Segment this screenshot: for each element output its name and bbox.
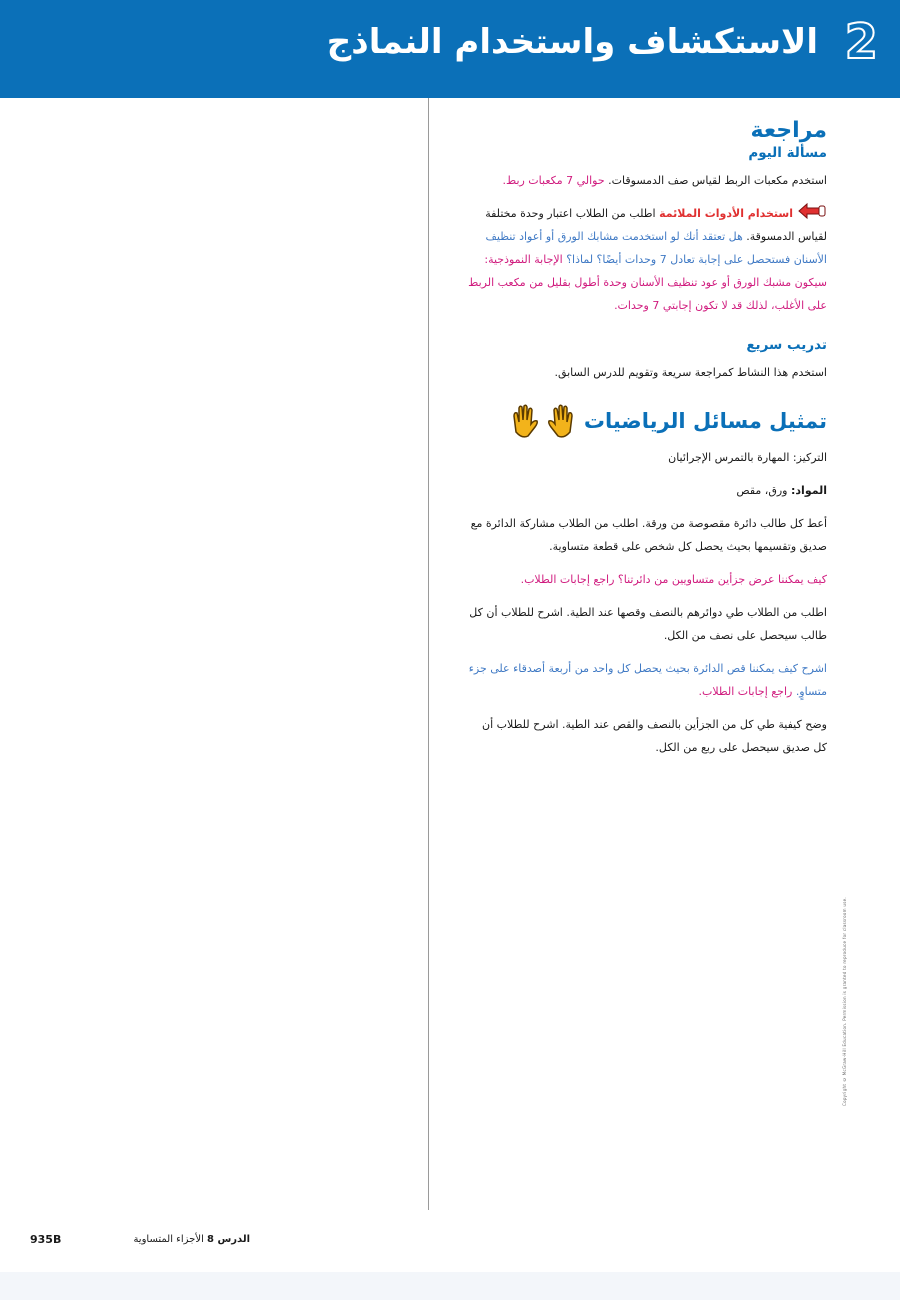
review-heading: مراجعة bbox=[750, 118, 827, 143]
copyright-side-note: Copyright © McGraw-Hill Education. Permission is granted to reproduce for classroom use. bbox=[842, 897, 847, 1106]
quick-practice-text: استخدم هذا النشاط كمراجعة سريعة وتقويم للدرس السابق. bbox=[554, 366, 827, 379]
model-math-heading: تمثيل مسائل الرياضيات bbox=[583, 409, 827, 433]
model-math-para-1: أعط كل طالب دائرة مقصوصة من ورقة. اطلب من الطلاب مشاركة الدائرة مع صديق وتقسيمها بحيث يحصل كل شخص على قطعة متساوية. bbox=[470, 517, 827, 553]
tools-text: اطلب من الطلاب اعتبار وحدة مختلفة لقياس الدمسوقة. bbox=[485, 207, 827, 243]
model-math-para-3: وضح كيفية طي كل من الجزأين بالنصف والقص عند الطية. اشرح للطلاب أن كل صديق سيحصل على ربع من الكل. bbox=[482, 718, 827, 754]
page-number: 935B bbox=[30, 1233, 62, 1246]
model-math-question-2-line bbox=[465, 657, 827, 703]
model-math-heading-row bbox=[465, 402, 827, 440]
tools-answer: الإجابة النموذجية: سيكون مشبك الورق أو عود تنظيف الأسنان وحدة أطول بقليل من مكعب الربط على الأغلب، لذلك قد لا تكون إجابتي 7 وحدات. bbox=[468, 253, 827, 312]
right-column bbox=[465, 118, 827, 759]
problem-text: استخدم مكعبات الربط لقياس صف الدمسوقات. bbox=[608, 174, 827, 187]
footer-lesson bbox=[90, 1234, 250, 1245]
tools-paragraph bbox=[465, 202, 827, 317]
clapping-hands-icon bbox=[510, 402, 576, 440]
tools-label: استخدام الأدوات الملائمة bbox=[659, 207, 793, 220]
pointing-hand-icon bbox=[797, 202, 827, 220]
footer-lesson-title: الأجزاء المتساوية bbox=[133, 1234, 204, 1245]
page-footer bbox=[30, 1233, 430, 1253]
chapter-number: 2 bbox=[844, 14, 878, 70]
problem-of-day-text bbox=[465, 169, 827, 192]
materials-value: ورق، مقص bbox=[736, 484, 788, 497]
problem-of-day-heading: مسألة اليوم bbox=[748, 145, 827, 161]
problem-answer: حوالي 7 مكعبات ربط. bbox=[502, 174, 605, 187]
model-math-focus: التركيز: المهارة بالتمرس الإجرائيان bbox=[668, 451, 827, 464]
chapter-title: الاستكشاف واستخدام النماذج bbox=[326, 22, 818, 62]
model-math-question-1: كيف يمكننا عرض جزأين متساويين من دائرتنا؟ bbox=[617, 573, 827, 586]
model-math-question-2: اشرح كيف يمكننا قص الدائرة بحيث يحصل كل واحد من أربعة أصدقاء على جزء متساوٍ. bbox=[468, 662, 827, 698]
model-math-para-2: اطلب من الطلاب طي دوائرهم بالنصف وقصها عند الطية. اشرح للطلاب أن كل طالب سيحصل على نصف من الكل. bbox=[469, 606, 827, 642]
quick-practice-heading: تدريب سريع bbox=[746, 337, 827, 353]
materials-line bbox=[465, 479, 827, 502]
tools-question: هل تعتقد أنك لو استخدمت مشابك الورق أو أعواد تنظيف الأسنان فستحصل على إجابة تعادل 7 وحدات أيضًا؟ لماذا؟ bbox=[485, 230, 827, 266]
model-math-answer-2: راجع إجابات الطلاب. bbox=[698, 685, 793, 698]
model-math-answer-1: راجع إجابات الطلاب. bbox=[520, 573, 615, 586]
chapter-header bbox=[0, 0, 900, 98]
bottom-band bbox=[0, 1272, 900, 1300]
materials-label: المواد: bbox=[791, 484, 827, 497]
column-divider bbox=[428, 98, 429, 1210]
model-math-question-1-line bbox=[465, 568, 827, 591]
footer-lesson-label: الدرس 8 bbox=[207, 1234, 250, 1245]
